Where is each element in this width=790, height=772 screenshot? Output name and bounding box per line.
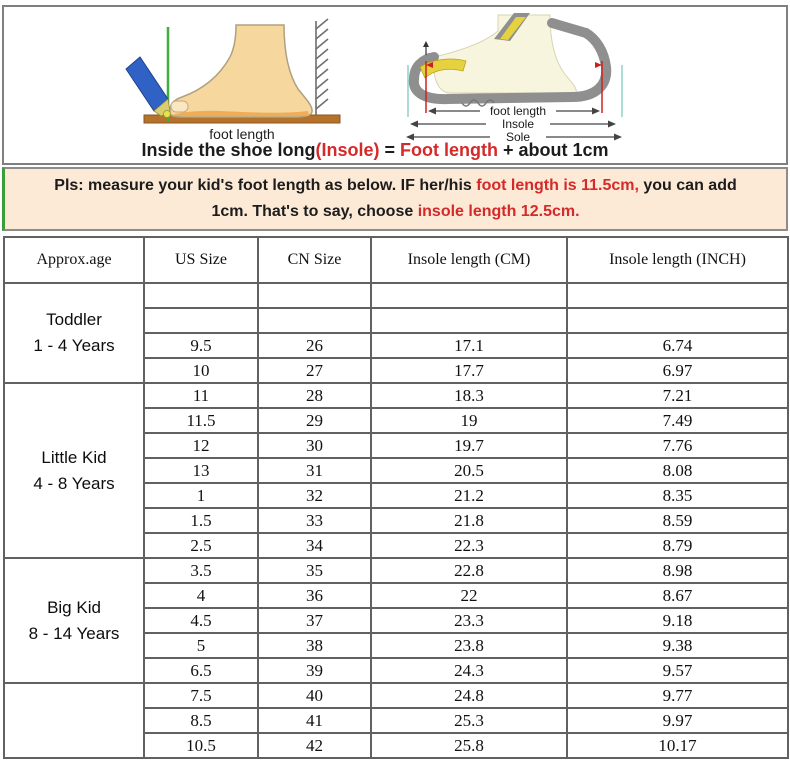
size-cell: 13 [144, 458, 258, 483]
size-cell: 10.17 [567, 733, 788, 758]
size-cell: 6.5 [144, 658, 258, 683]
size-cell: 8.98 [567, 558, 788, 583]
insole-formula-caption [4, 140, 746, 161]
age-group-line: Big Kid [47, 597, 101, 617]
age-group-cell [4, 558, 144, 683]
size-cell: 24.8 [371, 683, 567, 708]
size-cell: 38 [258, 633, 371, 658]
size-cell [144, 283, 258, 308]
size-cell: 7.21 [567, 383, 788, 408]
size-cell [371, 283, 567, 308]
size-cell: 11 [144, 383, 258, 408]
size-cell: 8.5 [144, 708, 258, 733]
header-row [4, 237, 788, 283]
age-group-line: 8 - 14 Years [28, 623, 120, 643]
size-cell: 10 [144, 358, 258, 383]
size-cell [567, 283, 788, 308]
age-group-cell [4, 383, 144, 558]
size-cell: 8.08 [567, 458, 788, 483]
size-cell: 30 [258, 433, 371, 458]
column-header: Insole length (CM) [371, 237, 567, 283]
size-cell: 7.76 [567, 433, 788, 458]
text-segment: = [379, 140, 401, 160]
size-cell: 7.5 [144, 683, 258, 708]
size-cell: 10.5 [144, 733, 258, 758]
size-cell: 8.79 [567, 533, 788, 558]
size-cell: 19.7 [371, 433, 567, 458]
table-row [4, 683, 788, 708]
size-cell: 3.5 [144, 558, 258, 583]
size-cell: 22.3 [371, 533, 567, 558]
size-table [3, 236, 789, 759]
dim-label-insole: Insole [501, 117, 535, 131]
table-row [4, 283, 788, 308]
measurement-notice-text [54, 173, 736, 225]
dim-label-sole: Sole [505, 130, 531, 144]
size-cell: 40 [258, 683, 371, 708]
size-cell: 36 [258, 583, 371, 608]
size-cell: 39 [258, 658, 371, 683]
column-header: Approx.age [4, 237, 144, 283]
size-cell: 9.97 [567, 708, 788, 733]
size-cell: 21.2 [371, 483, 567, 508]
text-segment: you can add [638, 177, 737, 194]
column-header: US Size [144, 237, 258, 283]
size-cell [144, 308, 258, 333]
size-cell: 42 [258, 733, 371, 758]
size-cell: 7.49 [567, 408, 788, 433]
size-cell: 37 [258, 608, 371, 633]
size-cell: 6.74 [567, 333, 788, 358]
measurement-notice [2, 167, 788, 231]
size-cell: 12 [144, 433, 258, 458]
size-cell: 32 [258, 483, 371, 508]
size-cell: 9.5 [144, 333, 258, 358]
age-group-line: Little Kid [41, 447, 107, 467]
table-row [4, 558, 788, 583]
size-cell: 19 [371, 408, 567, 433]
size-cell: 26 [258, 333, 371, 358]
column-header: CN Size [258, 237, 371, 283]
size-cell: 23.3 [371, 608, 567, 633]
pencil-icon [126, 57, 171, 118]
size-cell: 27 [258, 358, 371, 383]
size-cell: 35 [258, 558, 371, 583]
size-table-body [4, 283, 788, 758]
age-group-line: 4 - 8 Years [33, 473, 115, 493]
table-row [4, 383, 788, 408]
size-cell: 5 [144, 633, 258, 658]
text-segment: insole length 12.5cm. [417, 203, 580, 220]
size-cell: 17.7 [371, 358, 567, 383]
size-cell: 4 [144, 583, 258, 608]
size-cell: 21.8 [371, 508, 567, 533]
wall-hatch-icon [316, 19, 328, 116]
size-cell [258, 283, 371, 308]
size-cell: 2.5 [144, 533, 258, 558]
text-segment: 1cm. That's to say, choose [211, 203, 418, 220]
dim-label-foot-length: foot length [489, 104, 547, 118]
text-segment: Foot length [400, 140, 498, 160]
size-cell: 22.8 [371, 558, 567, 583]
shoe-cross-section-illustration [400, 9, 640, 145]
age-group-cell [4, 683, 144, 758]
foot-measure-illustration [116, 13, 366, 143]
text-segment: Inside the shoe long [141, 140, 316, 160]
size-cell: 17.1 [371, 333, 567, 358]
size-cell: 1 [144, 483, 258, 508]
size-cell: 9.77 [567, 683, 788, 708]
foot-icon [170, 25, 312, 117]
size-cell [258, 308, 371, 333]
size-cell: 11.5 [144, 408, 258, 433]
size-cell: 9.18 [567, 608, 788, 633]
size-cell: 28 [258, 383, 371, 408]
size-cell: 8.59 [567, 508, 788, 533]
size-cell: 6.97 [567, 358, 788, 383]
size-cell: 9.57 [567, 658, 788, 683]
size-cell: 18.3 [371, 383, 567, 408]
size-cell: 20.5 [371, 458, 567, 483]
size-cell: 22 [371, 583, 567, 608]
size-cell: 24.3 [371, 658, 567, 683]
size-cell: 4.5 [144, 608, 258, 633]
column-header: Insole length (INCH) [567, 237, 788, 283]
size-cell: 34 [258, 533, 371, 558]
size-cell: 23.8 [371, 633, 567, 658]
measurement-diagrams [2, 5, 788, 165]
size-cell: 1.5 [144, 508, 258, 533]
size-cell [567, 308, 788, 333]
size-cell: 8.67 [567, 583, 788, 608]
size-cell: 9.38 [567, 633, 788, 658]
text-segment: foot length is 11.5cm, [476, 177, 639, 194]
size-cell: 33 [258, 508, 371, 533]
foot-length-label: foot length [209, 126, 275, 142]
size-cell: 25.8 [371, 733, 567, 758]
text-segment: + about 1cm [498, 140, 609, 160]
age-group-line: 1 - 4 Years [33, 336, 115, 355]
age-group-cell [4, 283, 144, 383]
size-cell: 31 [258, 458, 371, 483]
size-cell: 25.3 [371, 708, 567, 733]
text-segment: (Insole) [315, 140, 380, 160]
size-cell: 29 [258, 408, 371, 433]
size-cell: 8.35 [567, 483, 788, 508]
size-cell [371, 308, 567, 333]
text-segment: Pls: measure your kid's foot length as below. IF her/his [54, 177, 477, 194]
age-group-line: Toddler [46, 310, 102, 329]
toe-arrow-icon [423, 41, 429, 55]
size-cell: 41 [258, 708, 371, 733]
